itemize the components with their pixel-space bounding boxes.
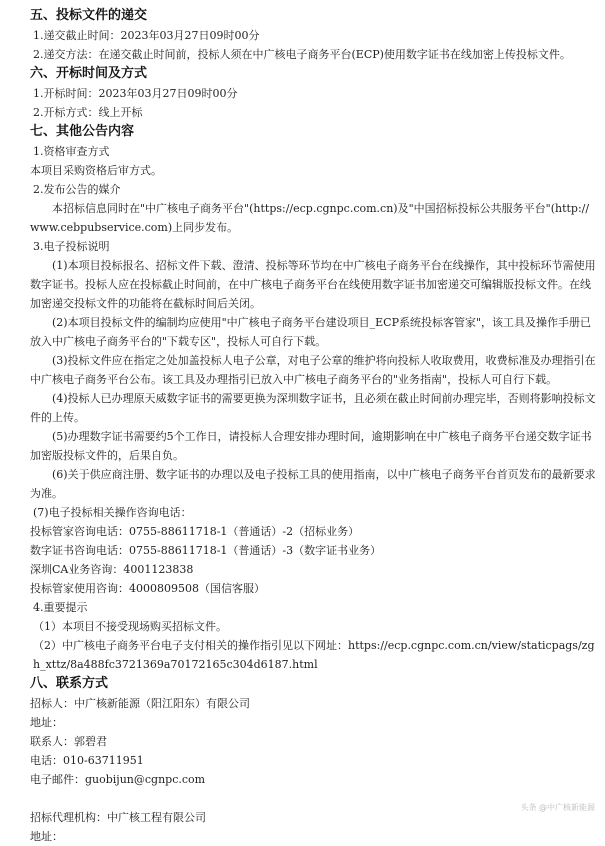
section-8-heading: 八、联系方式 [30,676,109,691]
agency-address: 地址： [30,830,63,843]
contact-email: 电子邮件：guobijun@cgnpc.com [30,773,206,786]
tenderer-address: 地址： [30,716,63,729]
section-7-heading: 七、其他公告内容 [30,124,135,139]
e-bid-para-4: (4)投标人已办理原天威数字证书的需要更换为深圳数字证书，且必须在截止时间前办理完毕，否则将影响投标文件的上传。 [30,392,596,424]
submission-method: 2.递交方法：在递交截止时间前，投标人须在中广核电子商务平台(ECP)使用数字证书在线加密上传投标文件。 [33,48,571,61]
qualification-heading: 1.资格审查方式 [33,145,110,158]
contact-phone: 电话：010-63711951 [30,754,144,767]
spacer [30,789,597,808]
hotline-bid-manager: 投标管家咨询电话：0755-88611718-1（普通话）-2（招标业务） [30,525,360,538]
hotline-usage: 投标管家使用咨询：4000809508（国信客服） [30,582,265,595]
e-bid-para-2: (2)本项目投标文件的编制均应使用"中广核电子商务平台建设项目_ECP系统投标客管家"，该工具及操作手册已放入中广核电子商务平台的"下载专区"，投标人可自行下载。 [30,316,592,348]
contact-person: 联系人：郭碧君 [30,735,107,748]
opening-time: 1.开标时间：2023年03月27日09时00分 [33,87,238,100]
hotline-certificate: 数字证书咨询电话：0755-88611718-1（普通话）-3（数字证书业务） [30,544,382,557]
media-text: 本招标信息同时在"中广核电子商务平台"(https://ecp.cgnpc.com.cn)及"中国招标投标公共服务平台"(http://www.cebpubservice.com)上同步发布。 [30,202,590,234]
watermark: 头条 @中广核新能源 [520,803,595,812]
notice-1: （1）本项目不接受现场购买招标文件。 [33,620,227,633]
section-5-heading: 五、投标文件的递交 [30,8,148,23]
submission-deadline: 1.递交截止时间：2023年03月27日09时00分 [33,29,260,42]
e-bid-para-5: (5)办理数字证书需要约5个工作日，请投标人合理安排办理时间，逾期影响在中广核电子商务平台递交数字证书加密版投标文件的，后果自负。 [30,430,592,462]
notice-heading: 4.重要提示 [33,601,88,614]
qualification-text: 本项目采购资格后审方式。 [30,164,162,177]
section-6-heading: 六、开标时间及方式 [30,66,148,81]
e-bid-para-1: (1)本项目投标报名、招标文件下载、澄清、投标等环节均在中广核电子商务平台在线操作，其中投标环节需使用数字证书。投标人应在投标截止时间前，在中广核电子商务平台在线使用数字证书加密递交可编辑版投标文件。在线加密递交投标文件的功能将在截标时间后关闭。 [30,259,596,310]
e-bid-para-7: (7)电子投标相关操作咨询电话： [33,506,192,519]
e-bid-para-6: (6)关于供应商注册、数字证书的办理以及电子投标工具的使用指南，以中广核电子商务平台首页发布的最新要求为准。 [30,468,596,500]
agency: 招标代理机构：中广核工程有限公司 [30,811,206,824]
hotline-ca: 深圳CA业务咨询：4001123838 [30,563,194,576]
e-bid-para-3: (3)投标文件应在指定之处加盖投标人电子公章，对电子公章的维护将向投标人收取费用，收费标准及办理指引在中广核电子商务平台公布。该工具及办理指引已放入中广核电子商务平台的"业务指南"，投标人可自行下载。 [30,354,596,386]
media-heading: 2.发布公告的媒介 [33,183,121,196]
notice-2-payment-guide: （2）中广核电子商务平台电子支付相关的操作指引见以下网址：https://ecp.cgnpc.com.cn/view/staticpags/zgh_xttz/8a488fc3721369a70172165c304d6187.html [33,639,595,671]
tenderer: 招标人：中广核新能源（阳江阳东）有限公司 [30,697,250,710]
e-bid-heading: 3.电子投标说明 [33,240,110,253]
opening-method: 2.开标方式：线上开标 [33,106,143,119]
